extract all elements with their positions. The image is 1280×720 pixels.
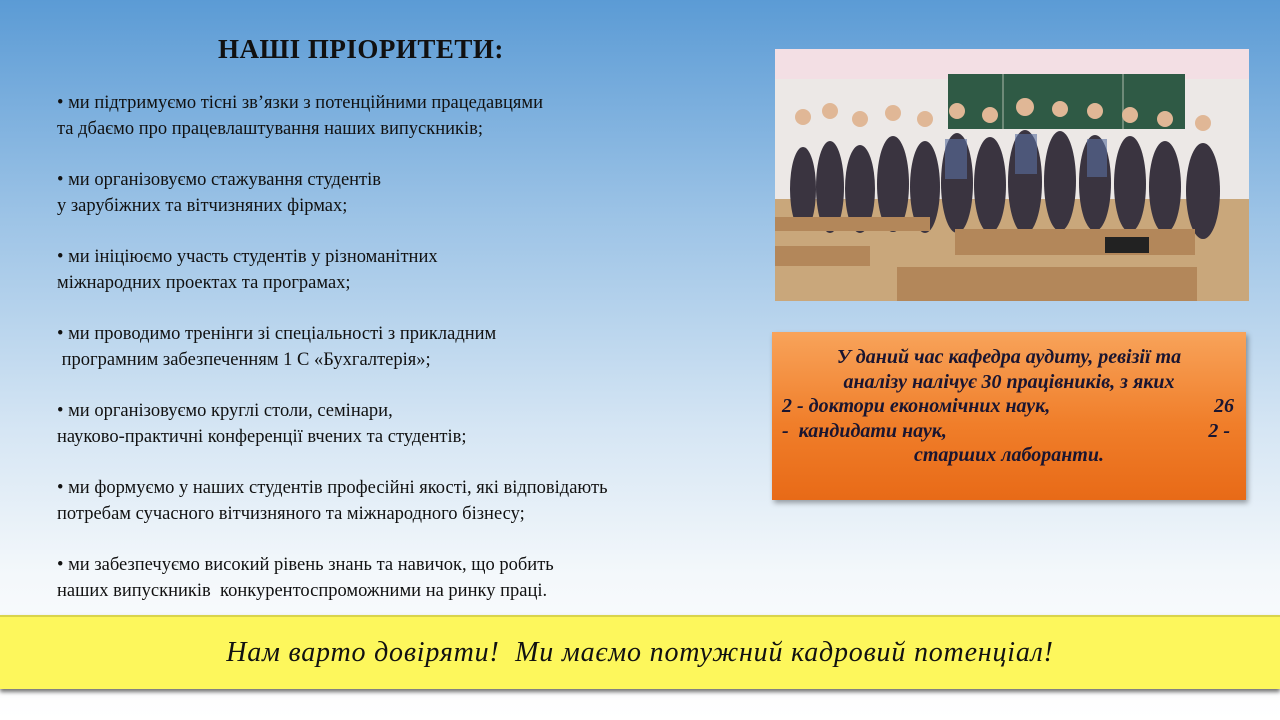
list-item xyxy=(57,244,757,296)
info-line: 2 - xyxy=(1208,419,1230,442)
list-item-line: програмним забезпеченням 1 С «Бухгалтерія»; xyxy=(57,350,431,370)
list-item-line: • ми організовуємо круглі столи, семінари, xyxy=(57,401,393,421)
info-line: 26 xyxy=(1214,395,1234,417)
slogan-banner xyxy=(0,615,1280,689)
info-line: 2 - доктори економічних наук, xyxy=(782,395,1051,417)
list-item xyxy=(57,475,757,527)
list-item xyxy=(57,321,757,373)
info-line: - кандидати наук, xyxy=(782,419,947,442)
list-item-line: • ми забезпечуємо високий рівень знань та навичок, що робить xyxy=(57,555,554,575)
list-item-line: • ми проводимо тренінги зі спеціальності з прикладним xyxy=(57,324,497,344)
page-title: НАШІ ПРІОРИТЕТИ: xyxy=(218,34,504,64)
list-item-line: • ми формуємо у наших студентів професійні якості, які відповідають xyxy=(57,478,608,498)
list-item xyxy=(57,90,757,142)
group-photo-illustration xyxy=(775,49,1249,301)
info-line: старших лаборанти. xyxy=(914,444,1104,466)
info-row xyxy=(782,394,1236,419)
staff-group-photo xyxy=(775,49,1249,301)
list-item xyxy=(57,167,757,219)
info-line: У даний час кафедра аудиту, ревізії та xyxy=(836,346,1182,368)
staff-info-box xyxy=(772,332,1246,500)
list-item-line: науково-практичні конференції вчених та студентів; xyxy=(57,427,467,447)
list-item xyxy=(57,552,757,604)
list-item-line: та дбаємо про працевлаштування наших випускників; xyxy=(57,119,484,139)
list-item-line: наших випускників конкурентоспроможними на ринку праці. xyxy=(57,581,548,601)
list-item xyxy=(57,398,757,450)
list-item-line: потребам сучасного вітчизняного та міжнародного бізнесу; xyxy=(57,504,525,524)
list-item-line: міжнародних проектах та програмах; xyxy=(57,273,351,293)
list-item-line: • ми ініціюємо участь студентів у різноманітних xyxy=(57,247,438,267)
info-row xyxy=(782,419,1236,444)
list-item-line: • ми організовуємо стажування студентів xyxy=(57,170,382,190)
priorities-list xyxy=(57,90,757,629)
info-line: аналізу налічує 30 працівників, з яких xyxy=(843,370,1175,393)
slogan-text: Нам варто довіряти! Ми маємо потужний кадровий потенціал! xyxy=(226,637,1054,668)
list-item-line: у зарубіжних та вітчизняних фірмах; xyxy=(57,196,348,216)
list-item-line: • ми підтримуємо тісні зв’язки з потенційними працедавцями xyxy=(57,93,543,113)
